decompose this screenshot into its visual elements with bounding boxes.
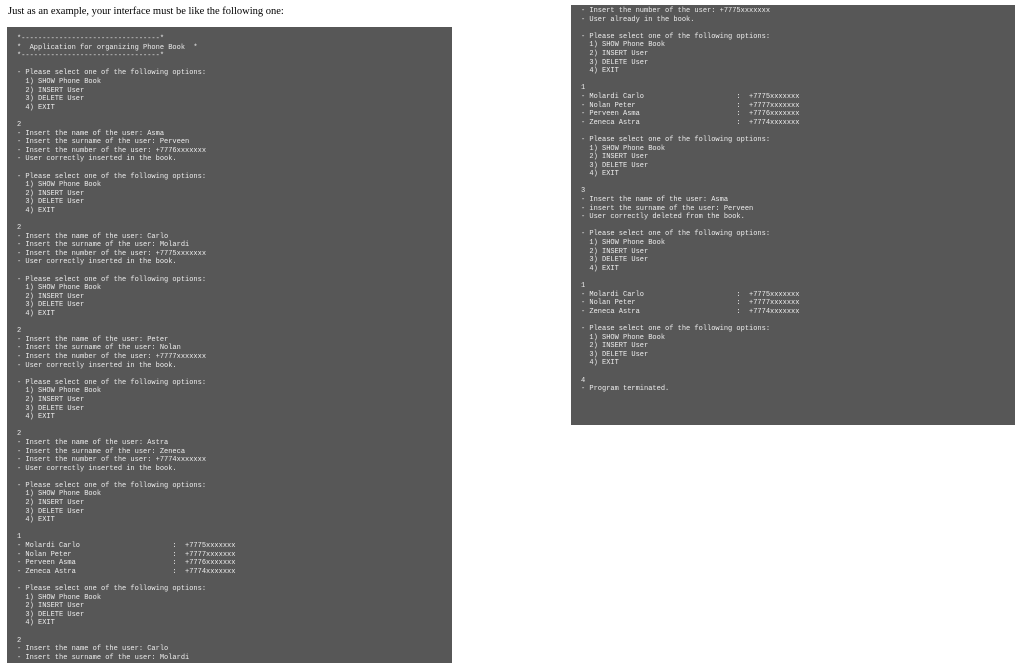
terminal-line <box>581 222 1015 231</box>
terminal-line: 4) EXIT <box>581 170 619 179</box>
terminal-line: - Insert the number of the user: +7775xxxxxxx <box>17 249 207 258</box>
terminal-line: 3) DELETE User <box>17 301 85 310</box>
terminal-line: 3) DELETE User <box>581 161 649 170</box>
terminal-line: - Insert the surname of the user: Nolan <box>17 344 181 353</box>
terminal-line: 1) SHOW Phone Book <box>17 593 102 602</box>
terminal-line: - Insert the name of the user: Carlo <box>17 232 169 241</box>
terminal-line: - User correctly inserted in the book. <box>17 258 177 267</box>
terminal-line: 4) EXIT <box>17 516 55 525</box>
terminal-line: - Insert the name of the user: Astra <box>17 438 169 447</box>
terminal-line: - Perveen Asma : +7776xxxxxxx <box>17 559 236 568</box>
terminal-line <box>581 179 1015 188</box>
terminal-line: - Nolan Peter : +7777xxxxxxx <box>581 299 800 308</box>
terminal-line: - Insert the number of the user: +7776xxxxxxx <box>17 146 207 155</box>
terminal-line: 1) SHOW Phone Book <box>17 181 102 190</box>
terminal-line <box>17 628 452 637</box>
terminal-line: 1) SHOW Phone Book <box>17 490 102 499</box>
terminal-line: 1) SHOW Phone Book <box>581 144 666 153</box>
terminal-line: - Program terminated. <box>581 385 670 394</box>
terminal-output-left <box>7 27 452 663</box>
terminal-line: - Molardi Carlo : +7775xxxxxxx <box>17 542 236 551</box>
terminal-line: 2) INSERT User <box>581 153 649 162</box>
terminal-line: - User correctly inserted in the book. <box>17 464 177 473</box>
terminal-line <box>17 525 452 534</box>
terminal-line <box>17 112 452 121</box>
terminal-line: - Perveen Asma : +7776xxxxxxx <box>581 110 800 119</box>
terminal-line: 4) EXIT <box>581 67 619 76</box>
terminal-line: 2) INSERT User <box>17 292 85 301</box>
terminal-line: 2) INSERT User <box>581 247 649 256</box>
terminal-line: - User correctly inserted in the book. <box>17 361 177 370</box>
terminal-line: 4) EXIT <box>17 103 55 112</box>
terminal-line <box>581 368 1015 377</box>
terminal-line: - Please select one of the following options: <box>581 324 771 333</box>
terminal-line: - Zeneca Astra : +7774xxxxxxx <box>581 118 800 127</box>
terminal-line: - Please select one of the following options: <box>581 135 771 144</box>
terminal-line: - Molardi Carlo : +7775xxxxxxx <box>581 290 800 299</box>
terminal-line: 3) DELETE User <box>17 507 85 516</box>
terminal-line: - Molardi Carlo : +7775xxxxxxx <box>581 92 800 101</box>
terminal-line: 4) EXIT <box>17 206 55 215</box>
terminal-line: 1) SHOW Phone Book <box>17 77 102 86</box>
terminal-line: - Insert the surname of the user: Perveen <box>17 138 190 147</box>
terminal-line: - User correctly inserted in the book. <box>17 155 177 164</box>
terminal-output-right <box>571 5 1015 425</box>
terminal-line: 4) EXIT <box>581 264 619 273</box>
terminal-line: 1 <box>581 84 586 93</box>
terminal-line: - Please select one of the following options: <box>17 481 207 490</box>
terminal-line: 3 <box>581 187 586 196</box>
terminal-line: - Please select one of the following options: <box>17 69 207 78</box>
terminal-line: 2 <box>17 636 22 645</box>
terminal-line: 3) DELETE User <box>17 95 85 104</box>
terminal-line: 3) DELETE User <box>581 58 649 67</box>
terminal-line: - User correctly deleted from the book. <box>581 213 745 222</box>
terminal-line: 1 <box>17 533 22 542</box>
terminal-line: - Insert the surname of the user: Zeneca <box>17 447 186 456</box>
terminal-line <box>17 473 452 482</box>
terminal-line: - Insert the surname of the user: Molardi <box>17 653 190 662</box>
terminal-line: - Please select one of the following options: <box>17 275 207 284</box>
terminal-line: 4) EXIT <box>17 413 55 422</box>
terminal-line <box>17 319 452 328</box>
terminal-line <box>581 24 1015 33</box>
terminal-line <box>17 215 452 224</box>
terminal-line <box>17 61 452 70</box>
terminal-line <box>17 164 452 173</box>
terminal-line <box>17 422 452 431</box>
terminal-line: 4) EXIT <box>17 619 55 628</box>
terminal-line: 2) INSERT User <box>581 49 649 58</box>
terminal-line: - User already in the book. <box>581 15 695 24</box>
intro-text: Just as an example, your interface must be like the following one: <box>8 6 284 17</box>
terminal-line: 2 <box>17 120 22 129</box>
terminal-line: 2 <box>17 327 22 336</box>
terminal-line: 3) DELETE User <box>581 350 649 359</box>
terminal-line: 1 <box>581 282 586 290</box>
terminal-line <box>581 127 1015 136</box>
terminal-line: - insert the surname of the user: Perveen <box>581 204 754 213</box>
terminal-line: - Insert the number of the user: +7777xxxxxxx <box>17 352 207 361</box>
terminal-line: - Insert the number of the user: +7774xxxxxxx <box>17 456 207 465</box>
terminal-line: 2 <box>17 224 22 233</box>
terminal-line: 4 <box>581 376 586 385</box>
terminal-line: 3) DELETE User <box>17 610 85 619</box>
terminal-line: 3) DELETE User <box>17 198 85 207</box>
terminal-line: 2) INSERT User <box>581 342 649 351</box>
terminal-line: *---------------------------------* <box>17 35 165 43</box>
terminal-line: - Insert the name of the user: Carlo <box>17 645 169 654</box>
terminal-line: - Please select one of the following options: <box>581 32 771 41</box>
terminal-line: - Insert the name of the user: Asma <box>17 129 165 138</box>
terminal-line: - Insert the number of the user: +7775xxxxxxx <box>581 7 771 15</box>
terminal-line: - Nolan Peter : +7777xxxxxxx <box>17 550 236 559</box>
terminal-line: 4) EXIT <box>17 310 55 318</box>
terminal-line: 1) SHOW Phone Book <box>17 387 102 396</box>
terminal-line: - Nolan Peter : +7777xxxxxxx <box>581 101 800 110</box>
terminal-line: 2) INSERT User <box>17 189 85 198</box>
terminal-line: 2) INSERT User <box>17 86 85 95</box>
terminal-line: 3) DELETE User <box>581 256 649 265</box>
terminal-line <box>581 316 1015 325</box>
terminal-line: * Application for organizing Phone Book * <box>17 43 198 52</box>
terminal-line: 2 <box>17 430 22 439</box>
terminal-line <box>17 370 452 379</box>
terminal-line: - Zeneca Astra : +7774xxxxxxx <box>581 307 800 316</box>
terminal-line: 4) EXIT <box>581 359 619 368</box>
terminal-line: - Zeneca Astra : +7774xxxxxxx <box>17 567 236 576</box>
terminal-line: - Please select one of the following options: <box>17 585 207 593</box>
terminal-line: *---------------------------------* <box>17 52 165 61</box>
terminal-line: 1) SHOW Phone Book <box>581 333 666 342</box>
terminal-line: 2) INSERT User <box>17 499 85 508</box>
terminal-line: 3) DELETE User <box>17 404 85 413</box>
terminal-line: 1) SHOW Phone Book <box>581 41 666 50</box>
terminal-line <box>581 273 1015 282</box>
terminal-line: - Insert the surname of the user: Molardi <box>17 241 190 250</box>
terminal-line <box>581 76 1015 85</box>
terminal-line: - Insert the name of the user: Peter <box>17 335 169 344</box>
terminal-line: 2) INSERT User <box>17 602 85 611</box>
terminal-line: - Please select one of the following options: <box>581 230 771 239</box>
terminal-line <box>17 267 452 276</box>
terminal-line: 1) SHOW Phone Book <box>581 239 666 248</box>
terminal-line: 1) SHOW Phone Book <box>17 284 102 293</box>
terminal-line: - Please select one of the following options: <box>17 378 207 387</box>
terminal-line: 2) INSERT User <box>17 395 85 404</box>
terminal-line: - Insert the name of the user: Asma <box>581 196 729 205</box>
terminal-line <box>17 576 452 585</box>
terminal-line: - Please select one of the following options: <box>17 172 207 181</box>
